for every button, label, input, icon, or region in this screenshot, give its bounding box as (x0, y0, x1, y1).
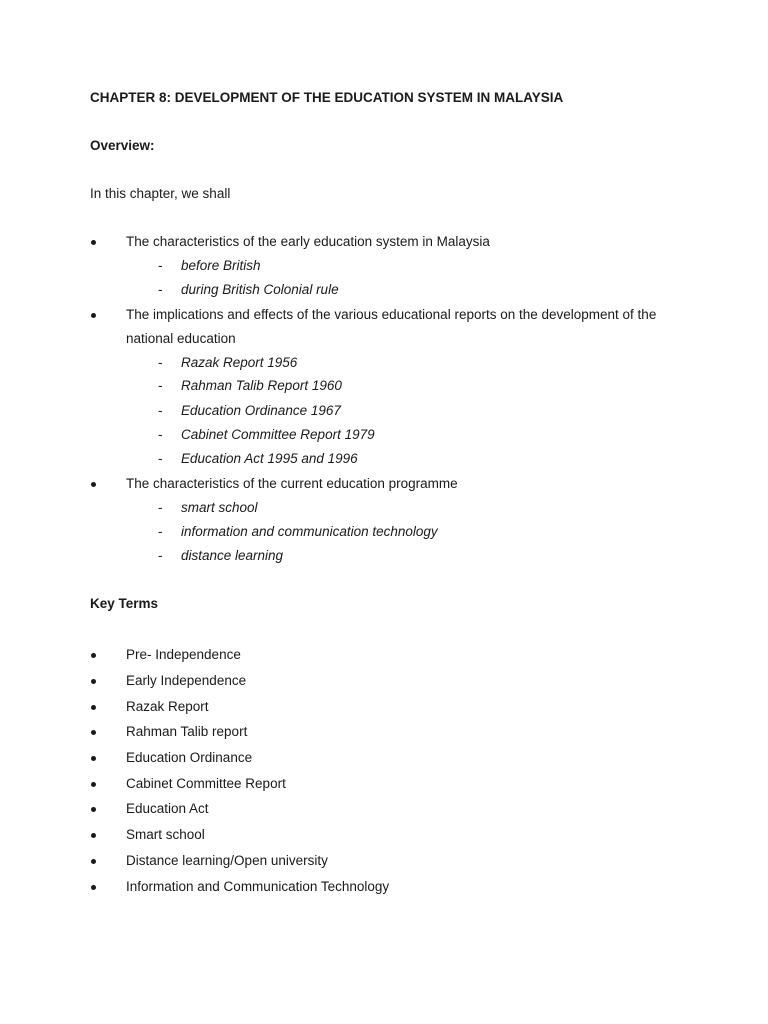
bullet-icon (91, 859, 96, 864)
key-term-item: Cabinet Committee Report (126, 776, 286, 791)
chapter-title: CHAPTER 8: DEVELOPMENT OF THE EDUCATION SYSTEM IN MALAYSIA (90, 90, 564, 105)
bullet-icon (91, 756, 96, 761)
dash-marker: - (158, 500, 163, 515)
bullet-icon (91, 482, 96, 487)
overview-subitem: smart school (181, 500, 258, 515)
key-term-item: Rahman Talib report (126, 724, 248, 739)
bullet-icon (91, 885, 96, 890)
dash-marker: - (158, 355, 163, 370)
key-term-item: Razak Report (126, 699, 209, 714)
key-term-item: Distance learning/Open university (126, 853, 328, 868)
overview-subitem: during British Colonial rule (181, 282, 339, 297)
key-term-item: Pre- Independence (126, 647, 241, 662)
bullet-icon (91, 679, 96, 684)
overview-subitem: Cabinet Committee Report 1979 (181, 427, 375, 442)
overview-subitem: Education Ordinance 1967 (181, 403, 341, 418)
bullet-icon (91, 653, 96, 658)
dash-marker: - (158, 403, 163, 418)
dash-marker: - (158, 451, 163, 466)
dash-marker: - (158, 524, 163, 539)
key-term-item: Education Act (126, 801, 209, 816)
overview-subitem: information and communication technology (181, 524, 438, 539)
overview-bullet-2-line2: national education (126, 331, 236, 346)
overview-bullet-1: The characteristics of the early education system in Malaysia (126, 234, 490, 249)
dash-marker: - (158, 258, 163, 273)
bullet-icon (91, 705, 96, 710)
key-term-item: Information and Communication Technology (126, 879, 390, 894)
dash-marker: - (158, 378, 163, 393)
dash-marker: - (158, 427, 163, 442)
overview-bullet-3: The characteristics of the current education programme (126, 476, 458, 491)
overview-subitem: Education Act 1995 and 1996 (181, 451, 358, 466)
key-term-item: Education Ordinance (126, 750, 253, 765)
bullet-icon (91, 807, 96, 812)
bullet-icon (91, 730, 96, 735)
dash-marker: - (158, 548, 163, 563)
key-terms-heading: Key Terms (90, 596, 159, 611)
overview-subitem: distance learning (181, 548, 284, 563)
overview-intro: In this chapter, we shall (90, 186, 231, 201)
bullet-icon (91, 240, 96, 245)
bullet-icon (91, 313, 96, 318)
overview-subitem: Rahman Talib Report 1960 (181, 378, 342, 393)
key-term-item: Early Independence (126, 673, 247, 688)
bullet-icon (91, 782, 96, 787)
overview-subitem: Razak Report 1956 (181, 355, 298, 370)
overview-subitem: before British (181, 258, 261, 273)
dash-marker: - (158, 282, 163, 297)
key-term-item: Smart school (126, 827, 205, 842)
bullet-icon (91, 833, 96, 838)
overview-heading: Overview: (90, 138, 155, 153)
overview-bullet-2-line1: The implications and effects of the various educational reports on the development of the (126, 307, 657, 322)
